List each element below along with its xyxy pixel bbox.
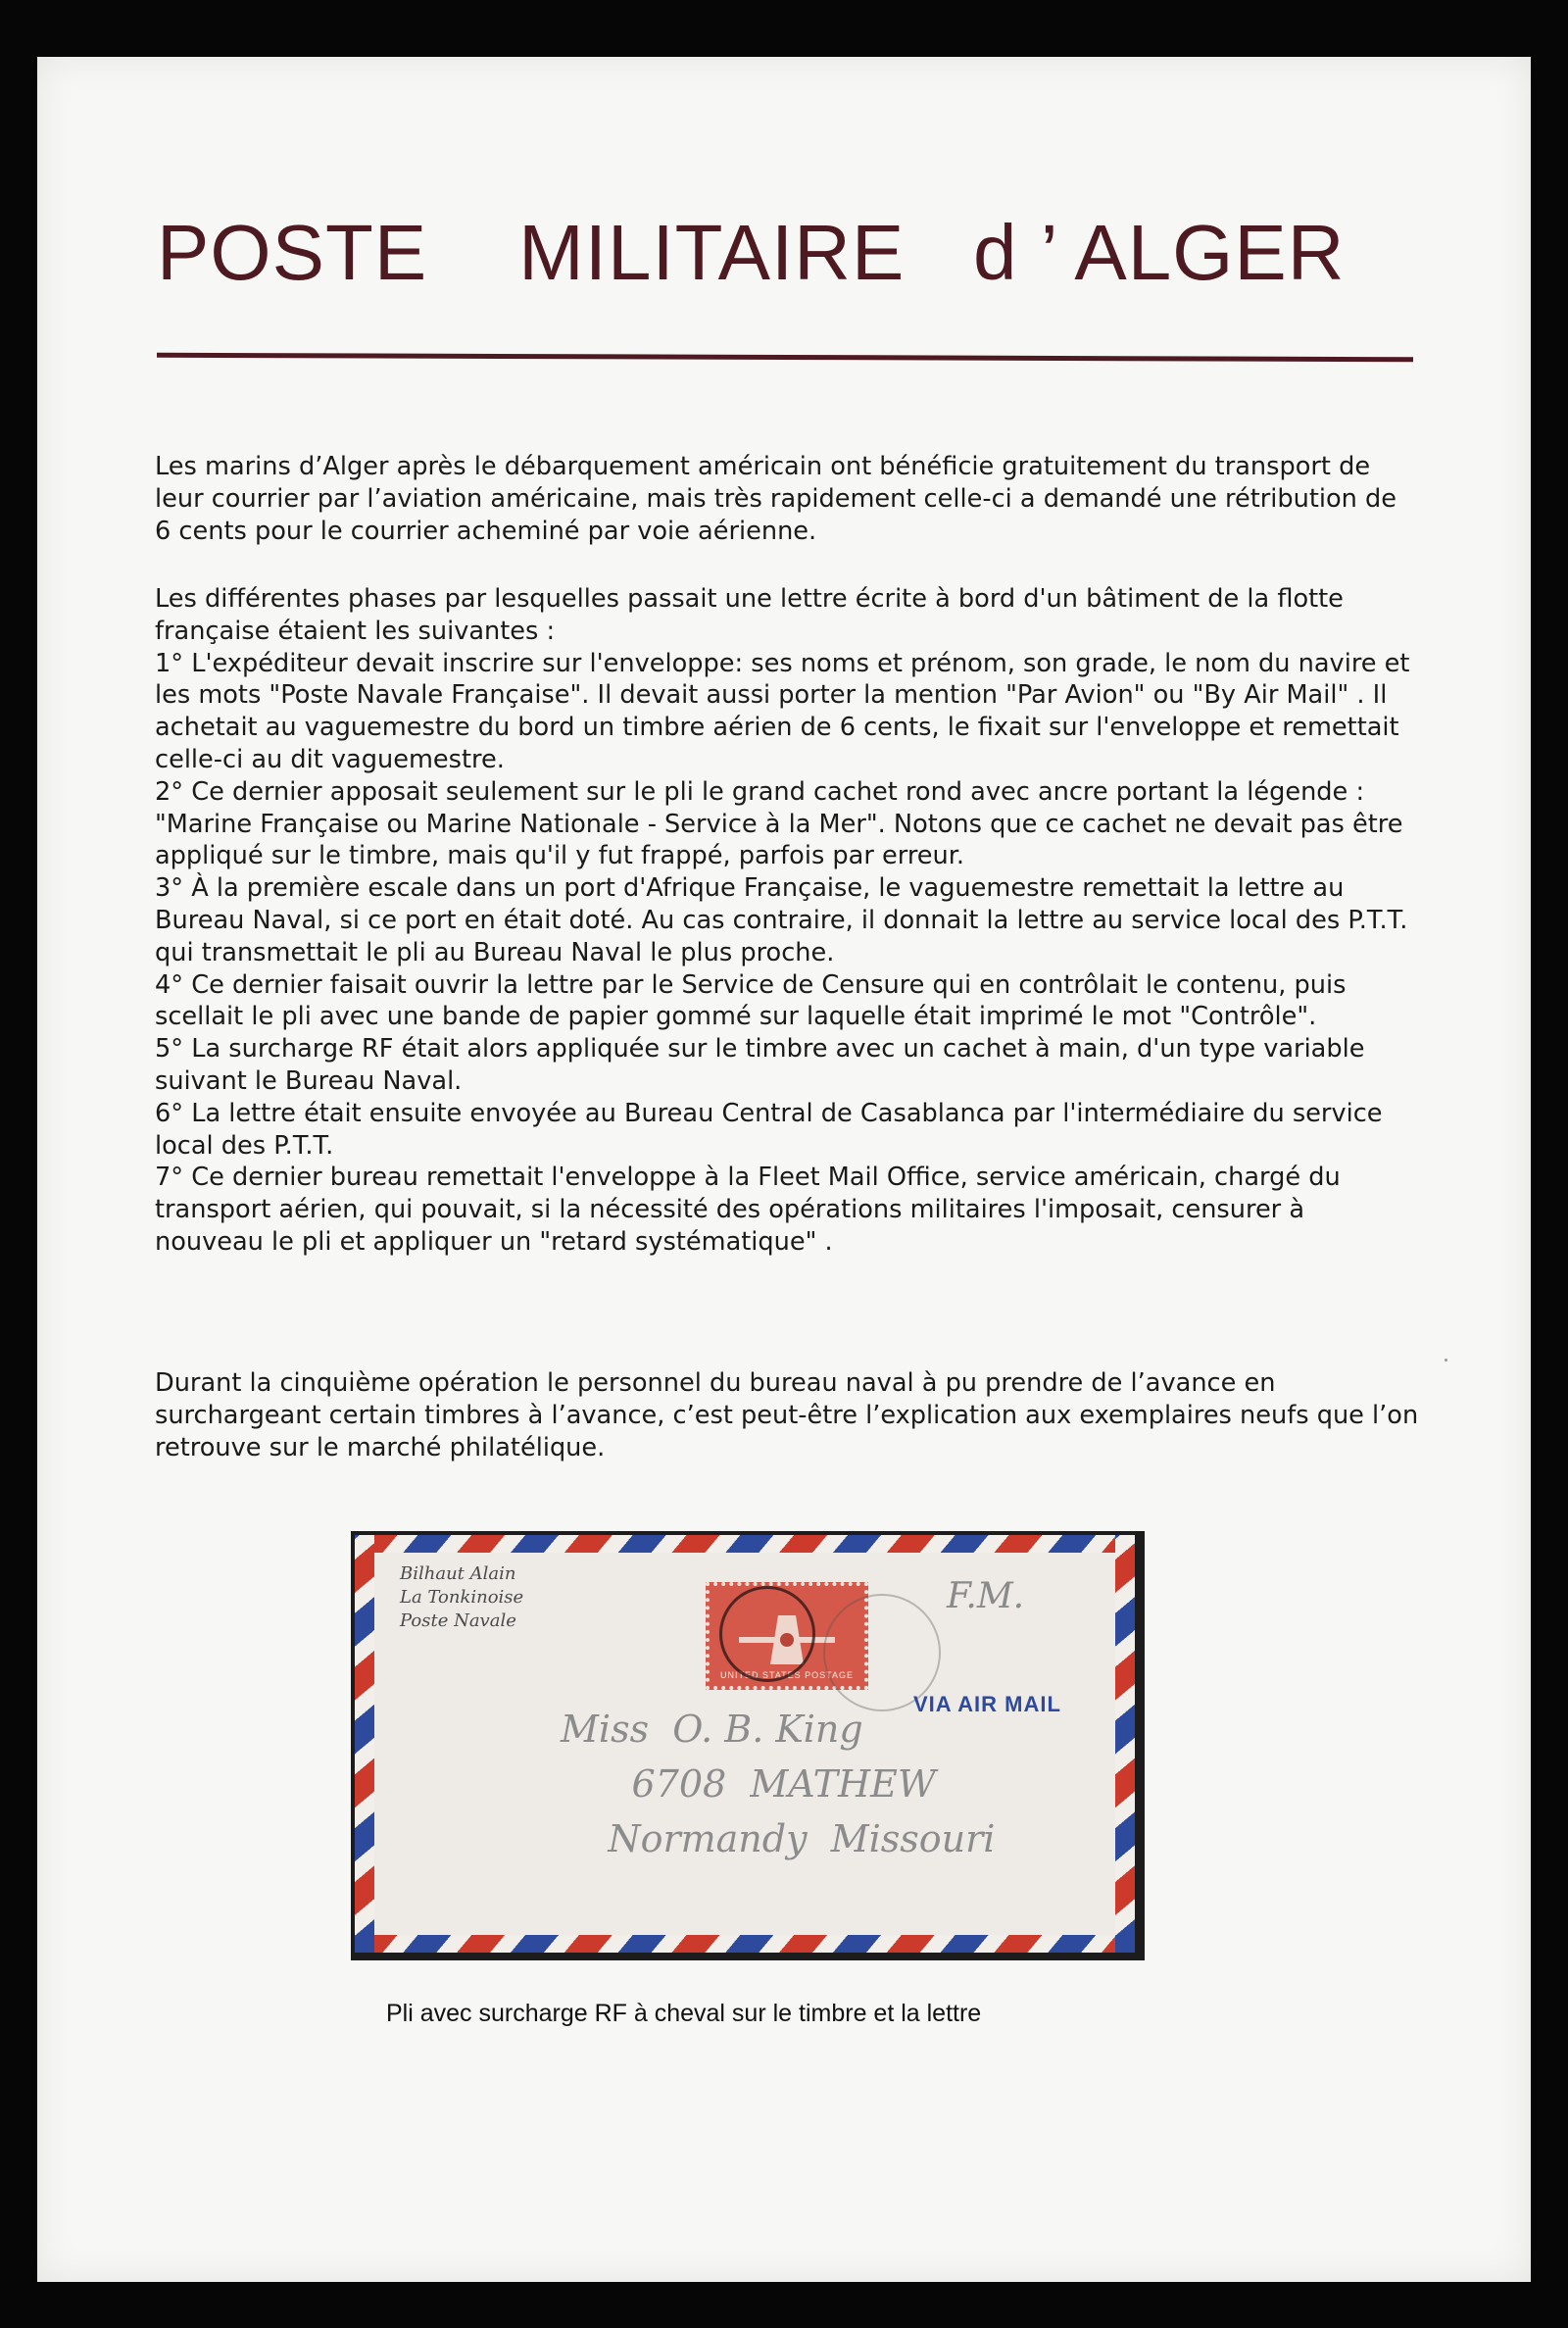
airmail-envelope-photo <box>351 1531 1145 1960</box>
speck <box>1445 1359 1447 1362</box>
phase-1: 1° L'expéditeur devait inscrire sur l'enveloppe: ses noms et prénom, son grade, le nom du navire et les mots "Poste Navale Française". Il devait aussi porter la mention "Par Avion" ou "By Air Mail" . Il achetait au vaguemestre du bord un timbre aérien de 6 cents, le fixait sur l'enveloppe et remettait celle-ci au dit vaguemestre. <box>155 648 1410 774</box>
phase-4: 4° Ce dernier faisait ouvrir la lettre par le Service de Censure qui en contrôlait le contenu, puis scellait le pli avec une bande de papier gommé sur laquelle était imprimé le mot "Contrôle". <box>155 969 1347 1032</box>
phases-intro: Les différentes phases par lesquelles passait une lettre écrite à bord d'un bâtiment de la flotte française étaient les suivantes : <box>155 584 1344 646</box>
fm-handwriting: F.M. <box>947 1576 1025 1616</box>
sender-handwriting: Bilhaut Alain La Tonkinoise Poste Navale <box>400 1563 524 1631</box>
airmail-border-left <box>355 1535 374 1953</box>
phase-5: 5° La surcharge RF était alors appliquée sur le timbre avec un cachet à main, d'un type variable suivant le Bureau Naval. <box>155 1034 1365 1096</box>
airmail-border-bottom <box>355 1935 1135 1953</box>
closing-text: Durant la cinquième opération le personnel du bureau naval à pu prendre de l’avance en surchargeant certain timbres à l’avance, c’est peut-être l’explication aux exemplaires neufs que l’on retrouve sur le marché philatélique. <box>155 1368 1419 1462</box>
phase-3: 3° À la première escale dans un port d'Afrique Française, le vaguemestre remettait la lettre au Bureau Naval, si ce port en était doté. Au cas contraire, il donnait la lettre au service local des P.T.T. qui transmettait le pli au Bureau Naval le plus proche. <box>155 873 1408 967</box>
airmail-border-right <box>1115 1535 1135 1953</box>
intro-text: Les marins d’Alger après le débarquement américain ont bénéficie gratuitement du transport de leur courrier par l’aviation américaine, mais très rapidement celle-ci a demandé une rétribution de 6 cents pour le courrier acheminé par voie aérienne. <box>155 452 1396 546</box>
recipient-address-handwriting: Miss O. B. King 6708 MATHEW Normandy Missouri <box>561 1708 996 1860</box>
postmark-circle <box>719 1586 815 1682</box>
envelope-caption: Pli avec surcharge RF à cheval sur le timbre et la lettre <box>386 2000 982 2027</box>
airmail-border-top <box>355 1535 1135 1553</box>
via-air-mail-label: VIA AIR MAIL <box>913 1692 1061 1716</box>
phase-2: 2° Ce dernier apposait seulement sur le pli le grand cachet rond avec ancre portant la légende : "Marine Française ou Marine Nationale - Service à la Mer". Notons que ce cachet ne devait pas être appliqué sur le timbre, mais qu'il y fut frappé, parfois par erreur. <box>155 776 1403 871</box>
closing-paragraph <box>155 1367 1419 1463</box>
envelope-face <box>355 1535 1135 1953</box>
phases-section <box>155 583 1419 1259</box>
intro-paragraph <box>155 451 1419 547</box>
stamp-caption: UNITED STATES POSTAGE <box>719 1670 854 1680</box>
phase-6: 6° La lettre était ensuite envoyée au Bureau Central de Casablanca par l'intermédiaire du service local des P.T.T. <box>155 1098 1383 1161</box>
page-title: POSTE MILITAIRE d ’ ALGER <box>157 209 1346 296</box>
phase-7: 7° Ce dernier bureau remettait l'enveloppe à la Fleet Mail Office, service américain, chargé du transport aérien, qui pouvait, si la nécessité des opérations militaires l'imposait, censurer à nouveau le pli et appliquer un "retard systématique" . <box>155 1163 1341 1257</box>
